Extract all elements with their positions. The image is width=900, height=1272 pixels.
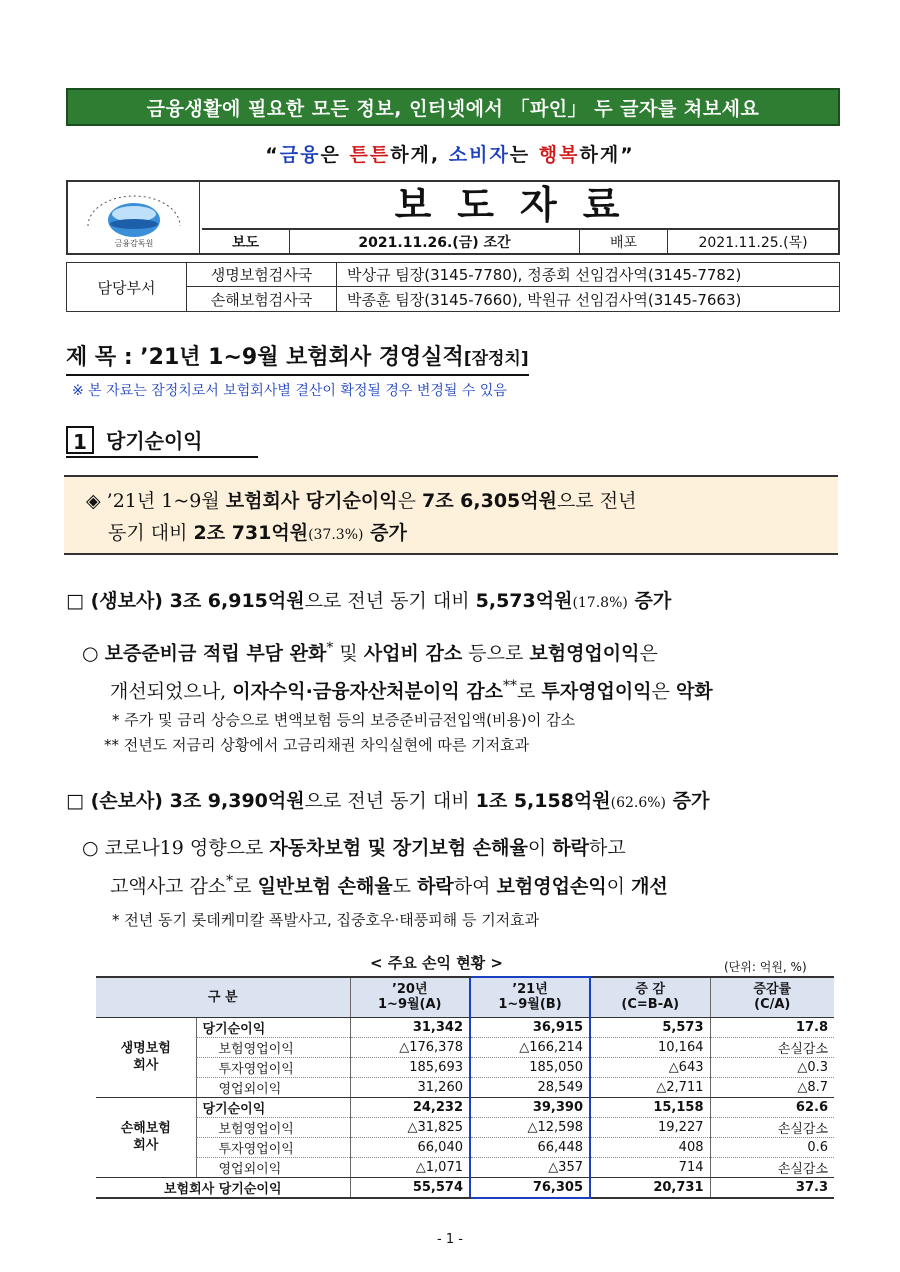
dist-date: 2021.11.25.(목)	[698, 234, 808, 251]
cell: 28,549	[470, 1077, 590, 1097]
table-row	[96, 1137, 834, 1157]
cell: 37.3	[710, 1177, 834, 1198]
cell: 185,050	[470, 1057, 590, 1077]
row-label: 당기순이익	[196, 1097, 350, 1117]
cell: 714	[590, 1157, 710, 1177]
cell: 39,390	[470, 1097, 590, 1117]
profit-table	[96, 976, 834, 1199]
table-caption: < 주요 손익 현황 >	[370, 954, 503, 972]
cell: 20,731	[590, 1177, 710, 1198]
department-contact: 박상규 팀장(3145-7780), 정종회 선임검사역(3145-7782)	[347, 266, 742, 284]
header-col1: ’20년 1~9월(A)	[350, 977, 470, 1017]
table-row	[96, 1077, 834, 1097]
department-name: 손해보험검사국	[187, 287, 337, 311]
group-label: 생명보험 회사	[96, 1017, 196, 1097]
release-label: 보도	[202, 230, 290, 253]
cell: 손실감소	[710, 1037, 834, 1057]
table-row	[96, 1097, 834, 1117]
department-contact: 박종훈 팀장(3145-7660), 박원규 선임검사역(3145-7663)	[347, 290, 742, 309]
nonlife-insurer-detail: ○ 코로나19 영향으로 자동차보험 및 장기보험 손해율이 하락하고 고액사고 감소*로 일반보험 손해율도 하락하여 보험영업손익이 개선	[82, 837, 668, 898]
header-item: 구 분	[96, 977, 350, 1017]
cell: △8.7	[710, 1077, 834, 1097]
row-label: 투자영업이익	[196, 1137, 350, 1157]
press-header	[66, 180, 840, 255]
group-label: 손해보험 회사	[96, 1097, 196, 1177]
section-heading: 1 당기순이익	[66, 425, 203, 454]
life-footnote: ** 전년도 저금리 상황에서 고금리채권 차익실현에 따른 기저효과	[104, 736, 530, 754]
summary-box: ◈ ’21년 1~9월 보험회사 당기순이익은 7조 6,305억원으로 전년 동기 대비 2조 731억원(37.3%) 증가	[64, 475, 838, 555]
cell: 408	[590, 1137, 710, 1157]
table-total-row	[96, 1177, 834, 1198]
row-label: 투자영업이익	[196, 1057, 350, 1077]
cell: 24,232	[350, 1097, 470, 1117]
cell: 185,693	[350, 1057, 470, 1077]
table-row	[96, 1017, 834, 1037]
department-name: 생명보험검사국	[187, 263, 337, 286]
row-label: 당기순이익	[196, 1017, 350, 1037]
cell: 55,574	[350, 1177, 470, 1198]
table-header-row	[96, 977, 834, 1017]
provisional-note: ※ 본 자료는 잠정치로서 보험회사별 결산이 확정될 경우 변경될 수 있음	[72, 383, 507, 399]
section-underline	[66, 456, 258, 458]
row-label: 보험영업이익	[196, 1037, 350, 1057]
cell: 62.6	[710, 1097, 834, 1117]
header-col3: 증 감 (C=B-A)	[590, 977, 710, 1017]
life-insurer-detail: ○ 보증준비금 적립 부담 완화* 및 사업비 감소 등으로 보험영업이익은 개선되었으나, 이자수익·금융자산처분이익 감소**로 투자영업이익은 악화	[82, 640, 713, 703]
department-box	[66, 262, 840, 312]
cell: 10,164	[590, 1037, 710, 1057]
cell: △2,711	[590, 1077, 710, 1097]
department-row	[187, 263, 839, 287]
row-label: 영업외이익	[196, 1157, 350, 1177]
cell: 31,260	[350, 1077, 470, 1097]
cell: △176,378	[350, 1037, 470, 1057]
cell: △643	[590, 1057, 710, 1077]
table-unit: (단위: 억원, %)	[724, 960, 807, 974]
table-row	[96, 1037, 834, 1057]
cell: 0.6	[710, 1137, 834, 1157]
cell: 36,915	[470, 1017, 590, 1037]
cell: 5,573	[590, 1017, 710, 1037]
subject-title: 제 목 : ’21년 1~9월 보험회사 경영실적[잠정치]	[66, 340, 529, 376]
cell: 19,227	[590, 1117, 710, 1137]
cell: △31,825	[350, 1117, 470, 1137]
release-date: 2021.11.26.(금) 조간	[290, 230, 580, 253]
cell: 66,448	[470, 1137, 590, 1157]
release-row	[202, 228, 838, 253]
nonlife-footnote: * 전년 동기 롯데케미칼 폭발사고, 집중호우·태풍피해 등 기저효과	[112, 911, 540, 929]
cell: 손실감소	[710, 1117, 834, 1137]
cell: △12,598	[470, 1117, 590, 1137]
row-label: 보험회사 당기순이익	[96, 1177, 350, 1198]
slogan: “금융은 튼튼하게, 소비자는 행복하게”	[265, 144, 635, 166]
table-row	[96, 1117, 834, 1137]
pine-banner: 금융생활에 필요한 모든 정보, 인터넷에서 「파인」 두 글자를 쳐보세요	[66, 88, 840, 126]
page-title: 보도자료	[394, 183, 646, 227]
cell: △0.3	[710, 1057, 834, 1077]
department-label: 담당부서	[67, 263, 187, 311]
cell: △166,214	[470, 1037, 590, 1057]
dist-label: 배포	[580, 230, 668, 253]
cell: △357	[470, 1157, 590, 1177]
cell: 31,342	[350, 1017, 470, 1037]
life-footnote: * 주가 및 금리 상승으로 변액보험 등의 보증준비금전입액(비용)이 감소	[112, 711, 576, 729]
svg-text:금융감독원: 금융감독원	[114, 238, 153, 248]
row-label: 보험영업이익	[196, 1117, 350, 1137]
row-label: 영업외이익	[196, 1077, 350, 1097]
cell: 손실감소	[710, 1157, 834, 1177]
page-number: - 1 -	[437, 1232, 463, 1247]
header-col4: 증감률 (C/A)	[710, 977, 834, 1017]
fss-logo	[68, 182, 200, 253]
table-row	[96, 1057, 834, 1077]
nonlife-insurer-heading: □ (손보사) 3조 9,390억원으로 전년 동기 대비 1조 5,158억원(62.6%) 증가	[66, 790, 710, 812]
life-insurer-heading: □ (생보사) 3조 6,915억원으로 전년 동기 대비 5,573억원(17.8%) 증가	[66, 590, 672, 612]
header-col2: ’21년 1~9월(B)	[470, 977, 590, 1017]
cell: 76,305	[470, 1177, 590, 1198]
table-row	[96, 1157, 834, 1177]
cell: 17.8	[710, 1017, 834, 1037]
cell: 15,158	[590, 1097, 710, 1117]
cell: 66,040	[350, 1137, 470, 1157]
cell: △1,071	[350, 1157, 470, 1177]
department-row	[187, 287, 839, 311]
